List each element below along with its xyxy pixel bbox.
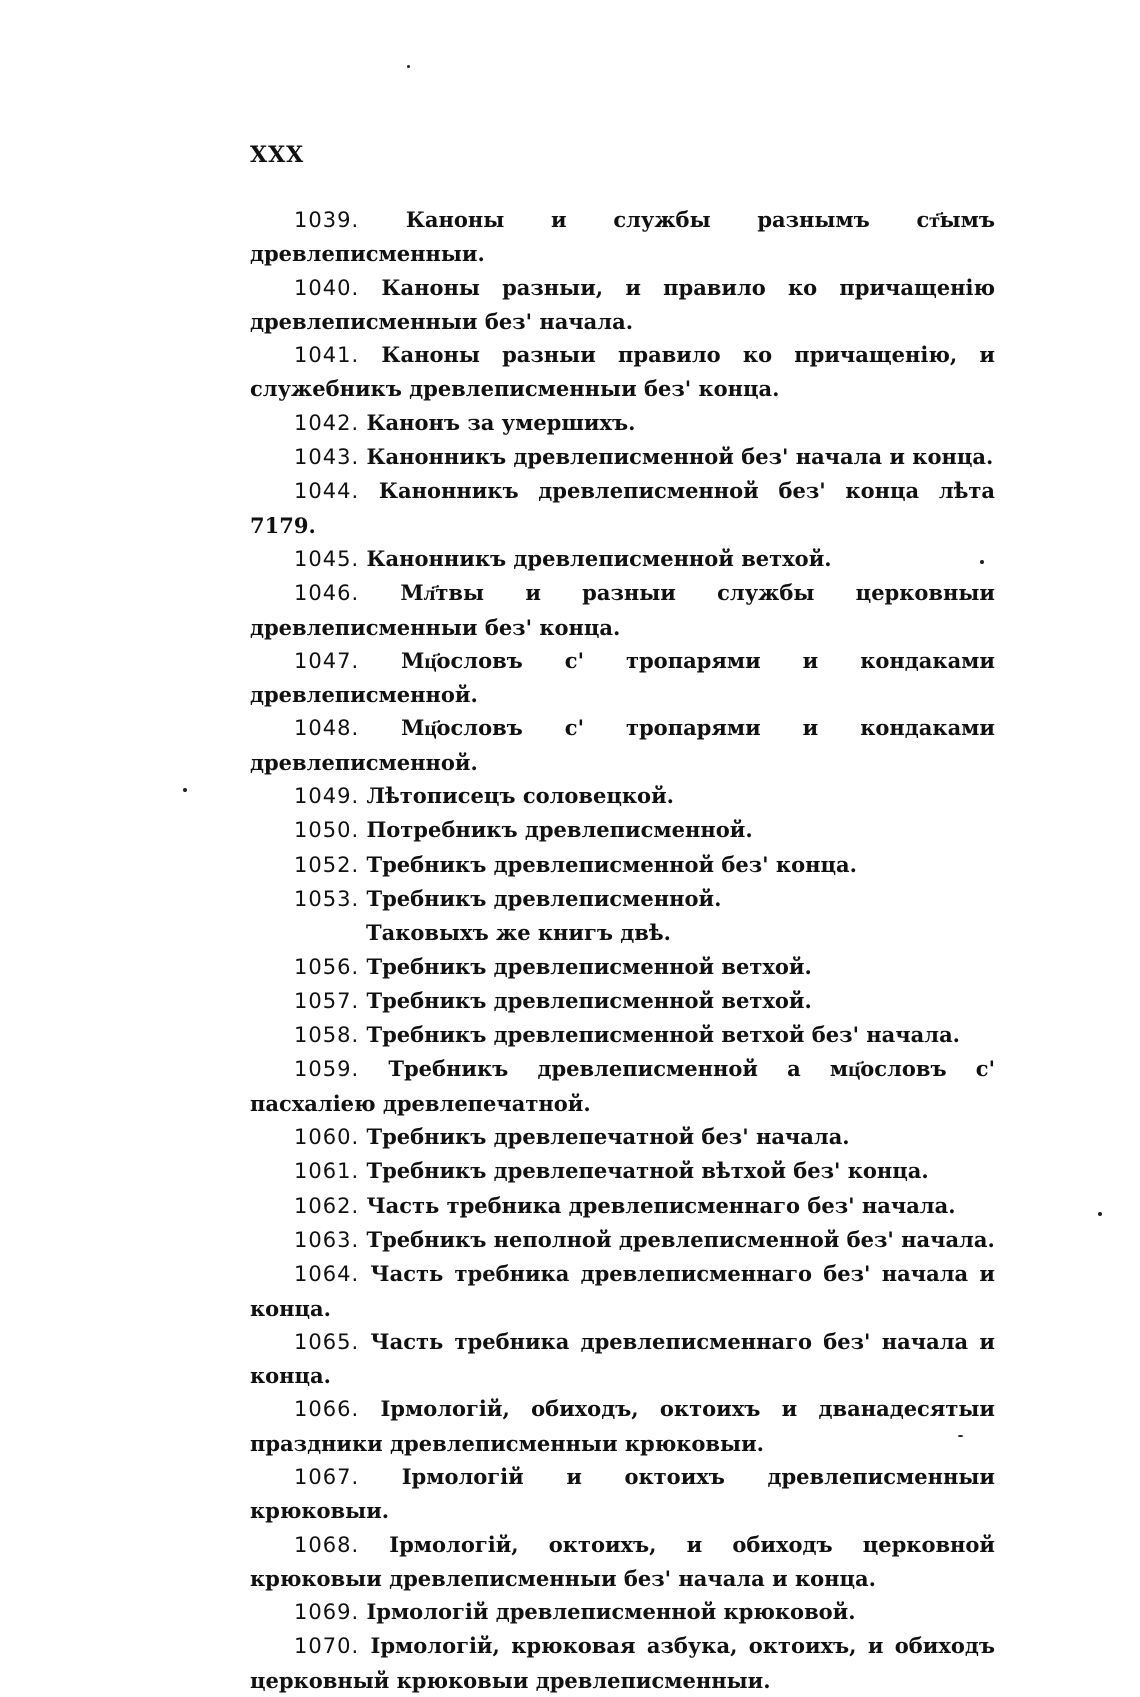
- entry-text: Часть требника древлеписменнаго без' начала и конца.: [250, 1328, 995, 1389]
- entry-number: 1042.: [294, 410, 360, 435]
- list-item: [250, 848, 995, 882]
- entry-text: Канонъ за умершихъ.: [366, 409, 636, 435]
- entry-text: Ірмологій, обиходъ, октоихъ и дванадесятыи праздники древлеписменныи крюковыи.: [250, 1396, 995, 1456]
- list-item: [250, 1120, 995, 1154]
- entry-number: 1043.: [294, 445, 360, 470]
- entry-number: 1062.: [294, 1193, 360, 1218]
- list-item: [250, 1018, 995, 1052]
- list-item: [250, 882, 995, 916]
- list-item: [250, 813, 995, 847]
- entry-text: Мц҃ословъ с' тропарями и кондаками древлеписменной.: [250, 647, 995, 708]
- entry-text: Каноны разныи правило ко причащенію, и служебникъ древлеписменныи без' конца.: [250, 342, 995, 402]
- list-item: [250, 1460, 995, 1528]
- entry-text: Требникъ древлеписменной без' конца.: [366, 851, 857, 877]
- entry-number: 1044.: [294, 479, 360, 504]
- entry-number: 1065.: [294, 1329, 360, 1354]
- entry-number: 1039.: [294, 208, 360, 232]
- entry-number: 1046.: [294, 581, 360, 606]
- entry-number: 1068.: [294, 1532, 360, 1557]
- list-item: [250, 1052, 995, 1120]
- entry-text: Канонникъ древлеписменной ветхой.: [366, 545, 832, 571]
- entry-text: Мц҃ословъ с' тропарями и кондаками древлеписменной.: [250, 715, 995, 775]
- entry-number: 1067.: [294, 1464, 360, 1489]
- list-item: [250, 1325, 995, 1393]
- entry-text: Требникъ древлепечатной без' начала.: [366, 1124, 850, 1150]
- list-item: [250, 203, 995, 271]
- list-item: [250, 711, 995, 779]
- entry-number: 1047.: [294, 648, 360, 673]
- entry-number: 1045.: [294, 546, 360, 571]
- entry-number: 1048.: [294, 716, 360, 741]
- entry-text: Каноны и службы разнымъ ст҃ымъ древлеписменныи.: [250, 207, 995, 267]
- entry-text: Требникъ древлеписменной а мц҃ословъ с' пасхаліею древлепечатной.: [250, 1056, 996, 1116]
- entry-number: 1053.: [294, 886, 360, 911]
- entry-text: Потребникъ древлеписменной.: [366, 817, 753, 843]
- entry-text: Требникъ древлеписменной.: [366, 885, 722, 911]
- entry-text: Ірмологій, крюковая азбука, октоихъ, и обиходъ церковный крюковыи древлеписменныи.: [250, 1633, 996, 1693]
- list-item: [250, 406, 995, 440]
- entry-number: 1057.: [294, 988, 360, 1013]
- entry-text: Канонникъ древлеписменной без' конца лѣта 7179.: [250, 478, 996, 538]
- entry-number: 1049.: [294, 784, 360, 809]
- entry-number: 1069.: [294, 1600, 360, 1625]
- list-item: [250, 950, 995, 984]
- list-item: [250, 1629, 995, 1697]
- list-item: [250, 916, 995, 949]
- entry-number: 1066.: [294, 1397, 360, 1422]
- entry-text: Часть требника древлеписменнаго без' начала.: [366, 1192, 956, 1218]
- list-item: [250, 271, 995, 339]
- entry-text: Требникъ древлеписменной ветхой без' начала.: [366, 1022, 960, 1048]
- list-item: [250, 1392, 995, 1460]
- list-item: [250, 644, 995, 712]
- entry-number: 1070.: [294, 1634, 360, 1659]
- entry-text: Часть требника древлеписменнаго без' начала и конца.: [250, 1261, 995, 1321]
- entry-number: 1041.: [294, 343, 360, 368]
- entry-text: Ірмологій древлеписменной крюковой.: [366, 1599, 856, 1625]
- scan-speck: [1098, 1212, 1102, 1216]
- list-item: [250, 984, 995, 1018]
- list-item: [250, 1595, 995, 1629]
- entry-text: Требникъ древлеписменной ветхой.: [366, 987, 812, 1013]
- entry-number: 1061.: [294, 1159, 360, 1184]
- list-item: [250, 576, 995, 644]
- entry-text: Таковыхъ же книгъ двѣ.: [366, 920, 671, 946]
- entry-number: 1060.: [294, 1125, 360, 1150]
- entry-number: 1050.: [294, 818, 360, 843]
- list-item: [250, 1154, 995, 1188]
- entry-number: 1056.: [294, 954, 360, 979]
- entry-text: Мл҃твы и разныи службы церковныи древлеписменныи без' конца.: [250, 580, 996, 640]
- entry-text: Требникъ древлепечатной вѣтхой без' конца.: [366, 1158, 929, 1184]
- list-item: [250, 474, 995, 542]
- entry-text: Каноны разныи, и правило ко причащенію древлеписменныи без' начала.: [250, 274, 995, 334]
- entry-text: Ірмологій и октоихъ древлеписменныи крюковыи.: [250, 1463, 996, 1524]
- entry-number: 1052.: [294, 852, 360, 877]
- list-item: [250, 1189, 995, 1223]
- scan-speck: [958, 1435, 963, 1437]
- entry-number: 1040.: [294, 275, 360, 300]
- list-item: [250, 542, 995, 576]
- entry-list: [250, 203, 995, 1697]
- list-item: [250, 440, 995, 474]
- entry-text: Требникъ неполной древлеписменной без' начала.: [366, 1226, 995, 1252]
- entry-text: Ірмологій, октоихъ, и обиходъ церковной крюковыи древлеписменныи без' начала и конца.: [250, 1531, 996, 1591]
- scan-speck: [980, 560, 984, 564]
- entry-text: Лѣтописецъ соловецкой.: [366, 783, 674, 809]
- list-item: [250, 1223, 995, 1257]
- entry-text: Канонникъ древлеписменной без' начала и конца.: [366, 444, 994, 470]
- list-item: [250, 338, 995, 406]
- list-item: [250, 1257, 995, 1325]
- scan-speck: [183, 788, 187, 792]
- list-item: [250, 1528, 995, 1596]
- entry-number: 1059.: [294, 1057, 360, 1082]
- entry-number: 1064.: [294, 1262, 360, 1287]
- list-item: [250, 779, 995, 813]
- entry-text: Требникъ древлеписменной ветхой.: [366, 953, 812, 979]
- entry-number: 1063.: [294, 1227, 360, 1252]
- entry-number: 1058.: [294, 1023, 360, 1048]
- scan-speck: [407, 65, 410, 68]
- page-number: XXX: [250, 142, 305, 168]
